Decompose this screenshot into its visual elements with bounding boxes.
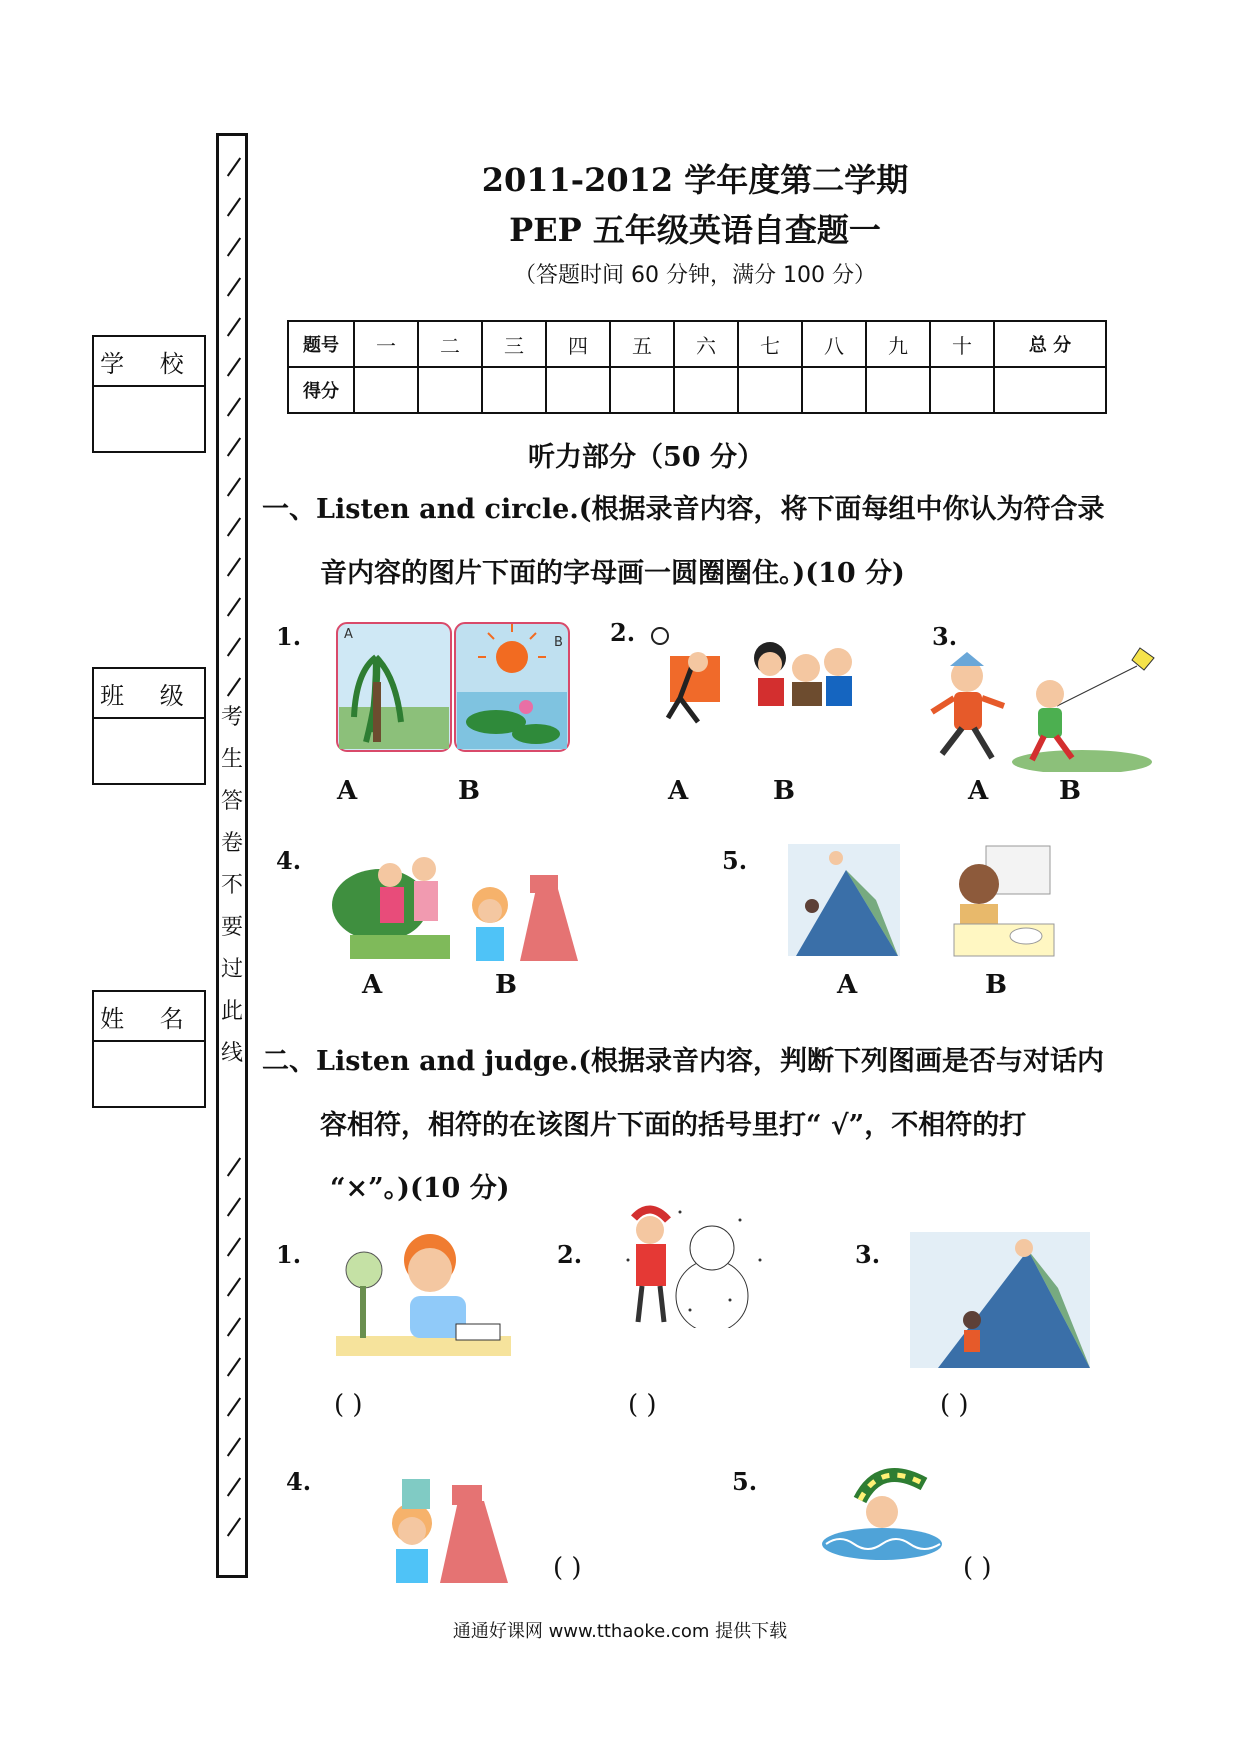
s2-item-4-number: 4.: [286, 1467, 312, 1496]
binding-slash: [227, 1317, 241, 1336]
section2-instruction-line2: 容相符，相符的在该图片下面的括号里打“ √”，不相符的打: [320, 1110, 1027, 1141]
binding-warning-char: 要: [220, 915, 243, 940]
s1-item-5-number: 5.: [722, 846, 748, 875]
score-total-label: 总 分: [994, 321, 1106, 367]
s1-item-1-option-b[interactable]: B: [458, 776, 480, 806]
binding-slash: [227, 637, 241, 656]
school-box: [92, 335, 206, 453]
score-cell[interactable]: [930, 367, 994, 413]
class-label: 班 级: [94, 669, 204, 719]
score-cell[interactable]: [610, 367, 674, 413]
s2-item-3-number: 3.: [855, 1240, 881, 1269]
binding-warning-char: 过: [220, 957, 243, 982]
score-cell[interactable]: [738, 367, 802, 413]
binding-slash: [227, 557, 241, 576]
binding-slash: [227, 437, 241, 456]
binding-warning-char: 卷: [220, 831, 243, 856]
binding-warning-char: 答: [220, 789, 243, 814]
binding-slash: [227, 477, 241, 496]
footer-credit: 通通好课网 www.tthaoke.com 提供下载: [452, 1621, 788, 1642]
s2-item-4-image: [372, 1455, 512, 1585]
s1-item-4-option-a[interactable]: A: [362, 970, 383, 1000]
s2-item-4-answer[interactable]: ( ): [553, 1553, 582, 1583]
s1-item-5-option-a[interactable]: A: [837, 970, 858, 1000]
score-cell[interactable]: [482, 367, 546, 413]
binding-warning-char: 不: [220, 873, 243, 898]
class-field[interactable]: [94, 719, 204, 783]
school-label: 学 校: [94, 337, 204, 387]
s1-item-2-number: 2.: [610, 618, 636, 647]
score-table-row-label: 题号: [288, 321, 354, 367]
exam-title-line2: PEP 五年级英语自查题一: [509, 211, 881, 249]
binding-slash: [227, 1477, 241, 1496]
s1-item-5-image: [786, 840, 1056, 960]
s1-item-3-image: [922, 636, 1160, 772]
score-col: 四: [546, 321, 610, 367]
binding-slash: [227, 517, 241, 536]
section1-instruction-line1: 一、Listen and circle.(根据录音内容，将下面每组中你认为符合录: [262, 494, 1105, 525]
score-col: 七: [738, 321, 802, 367]
s1-item-4-option-b[interactable]: B: [495, 970, 517, 1000]
score-col: 一: [354, 321, 418, 367]
score-col: 九: [866, 321, 930, 367]
s2-item-3-answer[interactable]: ( ): [940, 1390, 969, 1420]
binding-slash: [227, 1197, 241, 1216]
binding-warning-char: 考: [220, 705, 243, 730]
s1-item-3-number: 3.: [932, 622, 958, 651]
svg-text:A: A: [344, 627, 353, 642]
score-col: 十: [930, 321, 994, 367]
score-cell[interactable]: [546, 367, 610, 413]
binding-slash: [227, 1357, 241, 1376]
score-cell[interactable]: [802, 367, 866, 413]
s1-item-3-option-a[interactable]: A: [968, 776, 989, 806]
s1-item-4-number: 4.: [276, 846, 302, 875]
binding-slash: [227, 597, 241, 616]
s2-item-1-answer[interactable]: ( ): [334, 1390, 363, 1420]
s2-item-5-number: 5.: [732, 1467, 758, 1496]
s1-item-1-option-a[interactable]: A: [337, 776, 358, 806]
binding-slash: [227, 677, 241, 696]
section2-instruction-line3: “×”。)(10 分): [330, 1173, 510, 1204]
s2-item-2-answer[interactable]: ( ): [628, 1390, 657, 1420]
s2-item-5-image: [820, 1460, 950, 1566]
s1-item-2-option-b[interactable]: B: [773, 776, 795, 806]
name-field[interactable]: [94, 1042, 204, 1106]
binding-slash: [227, 1157, 241, 1176]
s1-item-5-option-b[interactable]: B: [985, 970, 1007, 1000]
s1-item-1-number: 1.: [276, 622, 302, 651]
svg-text:B: B: [554, 635, 563, 650]
exam-title-line1: 2011-2012 学年度第二学期: [481, 161, 909, 199]
listening-title: 听力部分（50 分）: [528, 442, 764, 473]
s1-item-1-image: [336, 622, 572, 754]
binding-slash: [227, 1237, 241, 1256]
s1-item-2-option-a[interactable]: A: [668, 776, 689, 806]
score-col: 八: [802, 321, 866, 367]
binding-slash: [227, 357, 241, 376]
score-cell[interactable]: [418, 367, 482, 413]
s2-item-1-number: 1.: [276, 1240, 302, 1269]
binding-slash: [227, 1397, 241, 1416]
score-col: 二: [418, 321, 482, 367]
section2-instruction-line1: 二、Listen and judge.(根据录音内容，判断下列图画是否与对话内: [262, 1046, 1105, 1077]
binding-slash: [227, 1437, 241, 1456]
school-field[interactable]: [94, 387, 204, 451]
score-table: [287, 320, 1107, 414]
binding-warning-char: 此: [220, 999, 243, 1024]
class-box: [92, 667, 206, 785]
score-table-header-row: [288, 321, 1106, 367]
s1-item-2-image: [640, 618, 860, 730]
score-cell[interactable]: [866, 367, 930, 413]
s2-item-5-answer[interactable]: ( ): [963, 1553, 992, 1583]
score-cell[interactable]: [354, 367, 418, 413]
score-col: 三: [482, 321, 546, 367]
binding-slash: [227, 397, 241, 416]
binding-slash: [227, 1517, 241, 1536]
binding-slash: [227, 1277, 241, 1296]
s2-item-1-image: [336, 1226, 516, 1360]
name-box: [92, 990, 206, 1108]
binding-warning-char: 生: [220, 747, 243, 772]
score-col: 五: [610, 321, 674, 367]
s1-item-3-option-b[interactable]: B: [1059, 776, 1081, 806]
score-col: 六: [674, 321, 738, 367]
score-cell[interactable]: [674, 367, 738, 413]
s2-item-3-image: [908, 1228, 1094, 1372]
binding-warning-char: 线: [220, 1041, 243, 1066]
score-total-cell[interactable]: [994, 367, 1106, 413]
name-label: 姓 名: [94, 992, 204, 1042]
score-row-label: 得分: [288, 367, 354, 413]
s1-item-4-image: [330, 835, 590, 963]
s2-item-2-number: 2.: [557, 1240, 583, 1269]
binding-slash: [227, 317, 241, 336]
exam-subtitle: （答题时间 60 分钟，满分 100 分）: [514, 263, 876, 288]
score-table-score-row: [288, 367, 1106, 413]
s2-item-2-image: [620, 1200, 770, 1328]
section1-instruction-line2: 音内容的图片下面的字母画一圆圈圈住。)(10 分): [320, 558, 905, 589]
